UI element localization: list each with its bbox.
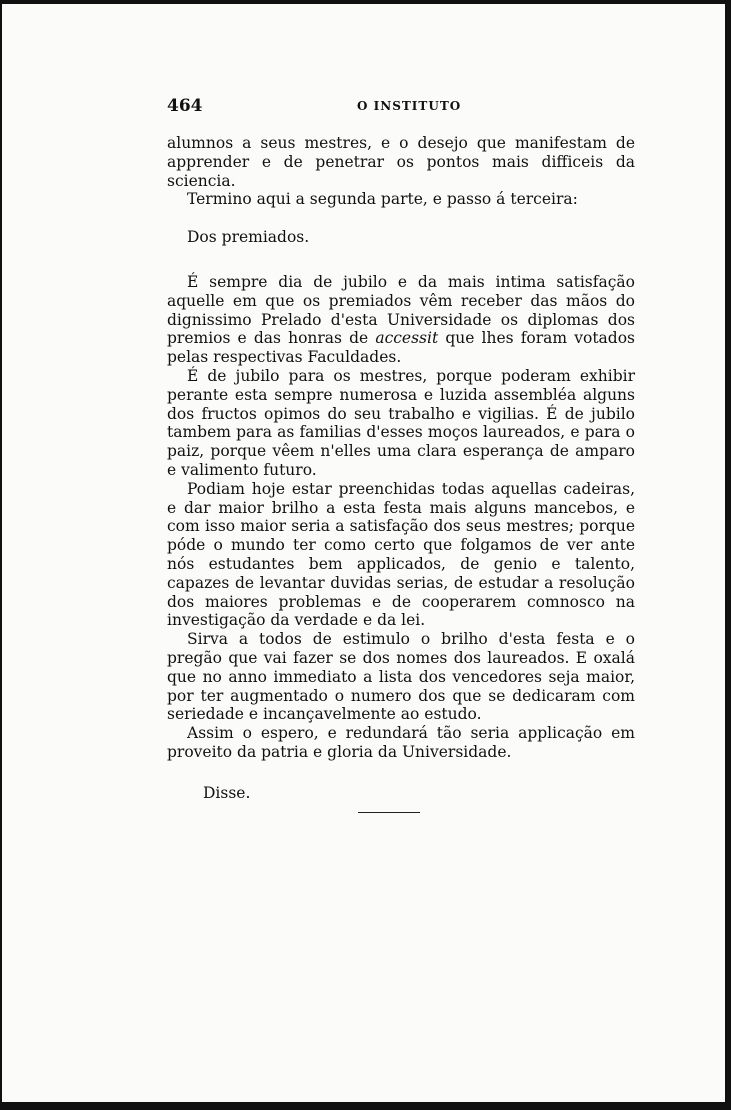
paragraph-4: É de jubilo para os mestres, porque poderam exhibir perante esta sempre numerosa e luzida assembléa alguns dos fructos opimos do seu trabalho e vigilias. É de jubilo tambem para as familias d'esses moços laureados, e para o paiz, porque vêem n'elles uma clara esperança de amparo e valimento futuro. bbox=[167, 366, 635, 479]
page-header bbox=[167, 96, 635, 116]
running-title: O INSTITUTO bbox=[357, 99, 462, 113]
body-text bbox=[167, 134, 635, 803]
page-number: 464 bbox=[167, 96, 203, 116]
paragraph-3-italic: accessit bbox=[375, 329, 439, 348]
closing-rule bbox=[358, 812, 420, 813]
paragraph-5: Podiam hoje estar preenchidas todas aquellas cadeiras, e dar maior brilho a esta festa mais alguns mancebos, e com isso maior seria a satisfação dos seus mestres; porque póde o mundo ter como certo que folgamos de ver ante nós estudantes bem applicados, de genio e talento, capazes de levantar duvidas serias, de estudar a resolução dos maiores problemas e de cooperarem comnosco na investigação da verdade e da lei. bbox=[167, 479, 635, 630]
section-heading: Dos premiados. bbox=[187, 228, 310, 247]
paragraph-3-text-b: que lhes foram votados pelas respectivas Faculdades. bbox=[167, 329, 635, 367]
paragraph-1: alumnos a seus mestres, e o desejo que manifestam de apprender e de penetrar os pontos mais difficeis da sciencia. bbox=[167, 134, 635, 190]
paragraph-6: Sirva a todos de estimulo o brilho d'esta festa e o pregão que vai fazer se dos nomes dos laureados. E oxalá que no anno immediato a lista dos vencedores seja maior, por ter augmentado o numero dos que se dedicaram com seriedade e incançavelmente ao estudo. bbox=[167, 630, 635, 724]
paragraph-3-text-a: É sempre dia de jubilo e da mais intima satisfação aquelle em que os premiados vêm receber das mãos do dignissimo Prelado d'esta Universidade os diplomas dos premios e das honras de bbox=[167, 272, 635, 348]
paragraph-3 bbox=[167, 273, 635, 367]
signoff: Disse. bbox=[203, 783, 251, 802]
paragraph-2: Termino aqui a segunda parte, e passo á terceira: bbox=[187, 190, 578, 209]
paragraph-7: Assim o espero, e redundará tão seria applicação em proveito da patria e gloria da Universidade. bbox=[167, 724, 635, 761]
